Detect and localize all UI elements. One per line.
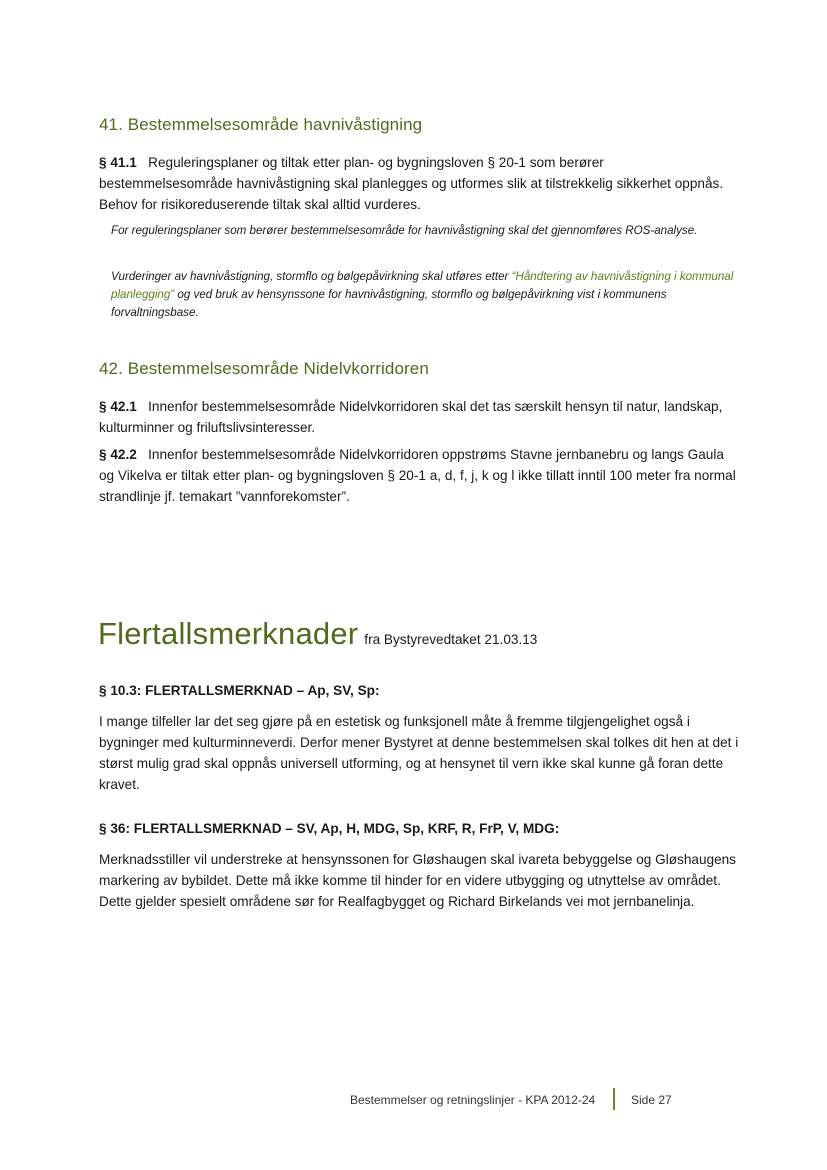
paragraph-42-2-number: § 42.2	[99, 447, 137, 462]
merknad-10-3-heading: § 10.3: FLERTALLSMERKNAD – Ap, SV, Sp:	[99, 683, 380, 698]
paragraph-41-1-number: § 41.1	[99, 155, 137, 170]
flertall-title: Flertallsmerknader	[98, 616, 359, 651]
note-41-text-b: og ved bruk av hensynssone for havnivåstigning, stormflo og bølgepåvirkning vist i kommunens forvaltningsbase.	[111, 288, 667, 319]
paragraph-42-1-text: Innenfor bestemmelsesområde Nidelvkorridoren skal det tas særskilt hensyn til natur, landskap, kulturminner og friluftslivsinteresser.	[99, 399, 723, 435]
paragraph-42-2	[99, 444, 739, 507]
paragraph-42-1-number: § 42.1	[99, 399, 137, 414]
note-41-ros: For reguleringsplaner som berører bestemmelsesområde for havnivåstigning skal det gjennomføres ROS-analyse.	[111, 224, 698, 237]
note-41-text-a: Vurderinger av havnivåstigning, stormflo og bølgepåvirkning skal utføres etter	[111, 270, 512, 283]
paragraph-42-2-text: Innenfor bestemmelsesområde Nidelvkorridoren oppstrøms Stavne jernbanebru og langs Gaula og Vikelva er tiltak etter plan- og bygningsloven § 20-1 a, d, f, j, k og l ikke tillatt inntil 100 meter fra normal strandlinje jf. temakart ”vannforekomster”.	[99, 447, 736, 504]
paragraph-42-1	[99, 396, 739, 438]
merknad-36-text: Merknadsstiller vil understreke at hensynssonen for Gløshaugen skal ivareta bebyggelse og Gløshaugens markering av bybildet. Dette må ikke komme til hinder for en videre utbygging og utnyttelse av området. Dette gjelder spesielt områdene sør for Realfagbygget og Richard Birkelands vei mot jernbanelinja.	[99, 852, 736, 909]
note-41-vurderinger	[111, 268, 736, 322]
paragraph-41-1	[99, 152, 739, 215]
guideline-link[interactable]: “Håndtering av havnivåstigning i kommunal planlegging”	[111, 270, 734, 301]
section-41-heading: 41. Bestemmelsesområde havnivåstigning	[99, 115, 423, 134]
merknad-36-heading: § 36: FLERTALLSMERKNAD – SV, Ap, H, MDG, Sp, KRF, R, FrP, V, MDG:	[99, 821, 560, 836]
footer-divider	[613, 1088, 615, 1110]
merknad-10-3-text: I mange tilfeller lar det seg gjøre på en estetisk og funksjonell måte å fremme tilgjengelighet også i bygninger med kulturminneverdi. Derfor mener Bystyret at denne bestemmelsen skal tolkes dit hen at det i størst mulig grad skal oppnås universell utforming, og at hensynet til vern ikke skal kunne gå foran dette kravet.	[99, 714, 739, 792]
paragraph-41-1-text: Reguleringsplaner og tiltak etter plan- og bygningsloven § 20-1 som berører bestemmelsesområde havnivåstigning skal planlegges og utformes slik at tilstrekkelig sikkerhet oppnås. Behov for risikoreduserende tiltak skal alltid vurderes.	[99, 155, 724, 212]
flertall-heading	[98, 615, 537, 652]
footer-page-number: Side 27	[631, 1093, 672, 1107]
footer-document-title: Bestemmelser og retningslinjer - KPA 2012-24	[350, 1093, 596, 1107]
section-42-heading: 42. Bestemmelsesområde Nidelvkorridoren	[99, 359, 429, 378]
flertall-subtitle: fra Bystyrevedtaket 21.03.13	[364, 632, 538, 647]
